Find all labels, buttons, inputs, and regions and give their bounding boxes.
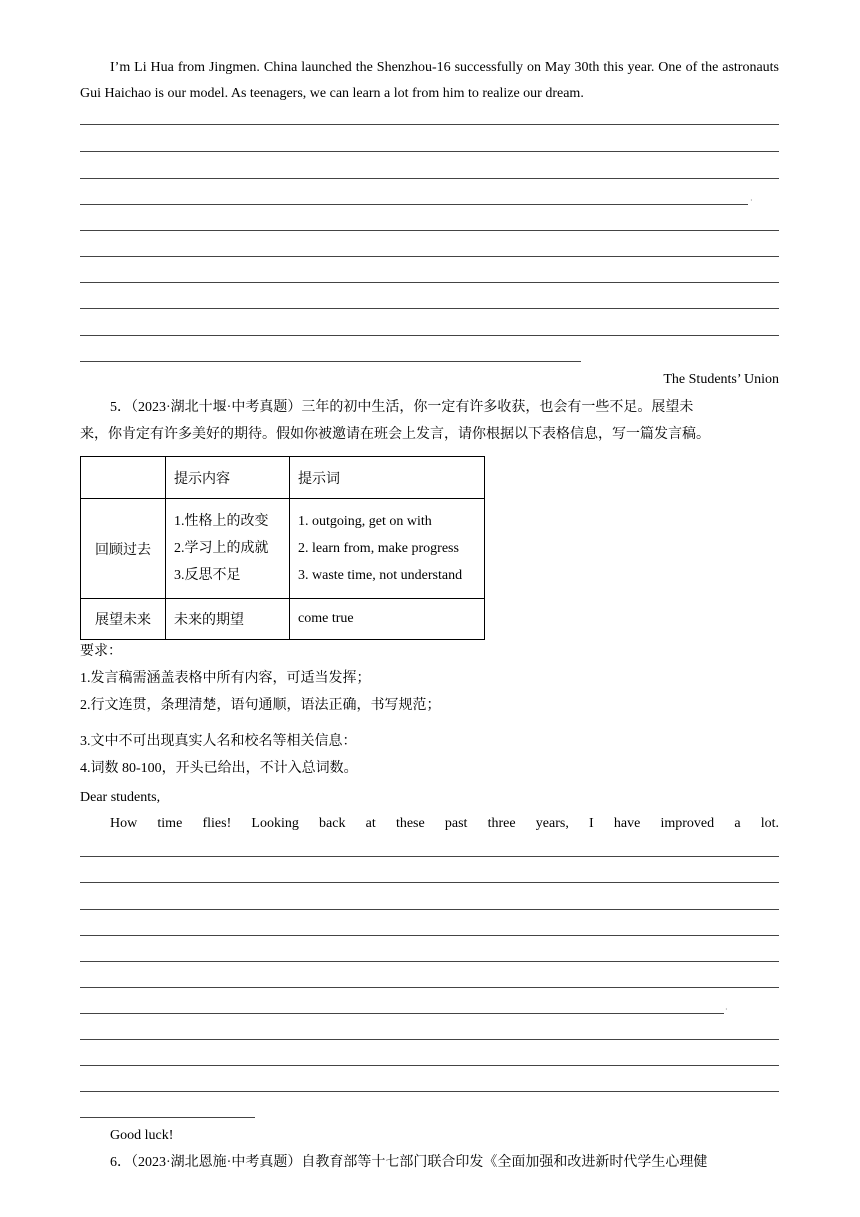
- line-mark: ·: [725, 1005, 728, 1014]
- content-item: 1.性格上的改变: [174, 514, 269, 529]
- word-item: 3. waste time, not understand: [298, 568, 463, 583]
- writing-line: [80, 204, 748, 205]
- requirement-item: 3.文中不可出现真实人名和校名等相关信息：: [80, 734, 357, 749]
- requirement-item: 2.行文连贯，条理清楚，语句通顺，语法正确，书写规范；: [80, 698, 441, 713]
- line-mark: ·: [750, 196, 753, 205]
- requirement-item: 1.发言稿需涵盖表格中所有内容，可适当发挥；: [80, 671, 371, 686]
- writing-line: [80, 935, 779, 936]
- closing: Good luck!: [110, 1128, 174, 1143]
- writing-line: [80, 856, 779, 857]
- row-label: 展望未来: [81, 599, 166, 640]
- writing-line: [80, 151, 779, 152]
- intro-paragraph: I’m Li Hua from Jingmen. China launched the Shenzhou-16 successfully on May 30th this year. One of the astronauts Gui Haichao is our model. As teenagers, we can learn a lot from him to realize our dream.: [80, 60, 779, 101]
- table-header-cell: [81, 457, 166, 499]
- table-header-row: [81, 457, 485, 499]
- requirements-title: 要求：: [80, 644, 122, 659]
- q5-prompt-line1: 5．（2023·湖北十堰·中考真题）三年的初中生活，你一定有许多收获，也会有一些不足。展望未: [110, 400, 694, 415]
- writing-line: [80, 1013, 724, 1014]
- writing-line: [80, 361, 581, 362]
- words-cell: come true: [290, 599, 485, 640]
- table-row: [81, 599, 485, 640]
- content-cell: [166, 499, 290, 599]
- writing-line: [80, 987, 779, 988]
- writing-line: [80, 961, 779, 962]
- writing-line: [80, 308, 779, 309]
- writing-line: [80, 909, 779, 910]
- document-page: [80, 0, 779, 1217]
- content-cell: 未来的期望: [166, 599, 290, 640]
- q5-prompt-line2: 来，你肯定有许多美好的期待。假如你被邀请在班会上发言，请你根据以下表格信息，写一篇发言稿。: [80, 427, 710, 442]
- writing-line: [80, 882, 779, 883]
- word-item: 2. learn from, make progress: [298, 541, 459, 556]
- writing-line: [80, 1065, 779, 1066]
- table-header-cell: 提示词: [290, 457, 485, 499]
- table-row: [81, 499, 485, 599]
- writing-line: [80, 1091, 779, 1092]
- writing-line: [80, 178, 779, 179]
- q6-prompt-line: 6．（2023·湖北恩施·中考真题）自教育部等十七部门联合印发《全面加强和改进新时代学生心理健: [110, 1155, 708, 1170]
- writing-line: [80, 335, 779, 336]
- content-item: 2.学习上的成就: [174, 541, 269, 556]
- signature: The Students’ Union: [663, 372, 779, 387]
- requirement-item: 4.词数 80-100，开头已给出，不计入总词数。: [80, 761, 358, 776]
- row-label: 回顾过去: [81, 499, 166, 599]
- writing-line: [80, 1039, 779, 1040]
- writing-line: [80, 124, 779, 125]
- word-item: 1. outgoing, get on with: [298, 514, 432, 529]
- table-header-cell: 提示内容: [166, 457, 290, 499]
- words-cell: [290, 499, 485, 599]
- salutation: Dear students,: [80, 790, 161, 805]
- hint-table: [80, 456, 485, 640]
- writing-line: [80, 256, 779, 257]
- writing-line: [80, 282, 779, 283]
- content-item: 3.反思不足: [174, 568, 241, 583]
- writing-line: [80, 1117, 255, 1118]
- opening-sentence: How time flies! Looking back at these past three years, I have improved a lot.: [110, 816, 779, 831]
- writing-line: [80, 230, 779, 231]
